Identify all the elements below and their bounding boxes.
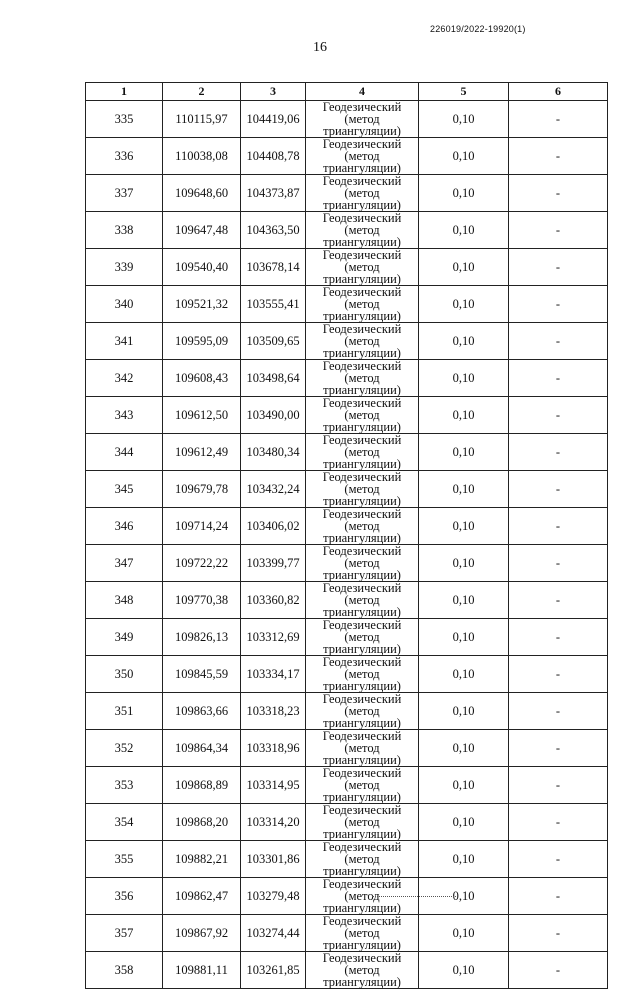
y-coordinate-cell: 103360,82: [241, 582, 306, 619]
x-coordinate-cell: 109679,78: [163, 471, 241, 508]
point-number-cell: 348: [86, 582, 163, 619]
note-cell: -: [509, 360, 608, 397]
y-coordinate-cell: 104363,50: [241, 212, 306, 249]
y-coordinate-cell: 103432,24: [241, 471, 306, 508]
table-row: [86, 138, 608, 175]
method-line-2: (метод триангуляции): [323, 149, 401, 175]
note-cell: -: [509, 249, 608, 286]
method-cell: [306, 138, 419, 175]
point-number-cell: 354: [86, 804, 163, 841]
method-cell: [306, 915, 419, 952]
note-cell: -: [509, 730, 608, 767]
x-coordinate-cell: 109868,89: [163, 767, 241, 804]
accuracy-cell: 0,10: [419, 434, 509, 471]
point-number-cell: 351: [86, 693, 163, 730]
accuracy-cell: 0,10: [419, 360, 509, 397]
method-line-2: (метод триангуляции): [323, 630, 401, 656]
method-line-1: Геодезический: [322, 470, 402, 484]
note-cell: -: [509, 804, 608, 841]
method-cell: [306, 434, 419, 471]
point-number-cell: 337: [86, 175, 163, 212]
x-coordinate-cell: 109770,38: [163, 582, 241, 619]
x-coordinate-cell: 109868,20: [163, 804, 241, 841]
method-cell: [306, 730, 419, 767]
accuracy-cell: 0,10: [419, 323, 509, 360]
method-line-2: (метод триангуляции): [323, 778, 401, 804]
table-row: [86, 286, 608, 323]
y-coordinate-cell: 103490,00: [241, 397, 306, 434]
column-header: 4: [306, 83, 419, 101]
table-header: [86, 83, 608, 101]
point-number-cell: 350: [86, 656, 163, 693]
method-line-2: (метод триангуляции): [323, 186, 401, 212]
accuracy-cell: 0,10: [419, 878, 509, 915]
y-coordinate-cell: 103314,20: [241, 804, 306, 841]
x-coordinate-cell: 109881,11: [163, 952, 241, 989]
method-cell: [306, 360, 419, 397]
method-line-2: (метод триангуляции): [323, 889, 401, 915]
method-line-1: Геодезический: [322, 322, 402, 336]
note-cell: -: [509, 582, 608, 619]
x-coordinate-cell: 109882,21: [163, 841, 241, 878]
table-row: [86, 471, 608, 508]
y-coordinate-cell: 103498,64: [241, 360, 306, 397]
y-coordinate-cell: 103261,85: [241, 952, 306, 989]
point-number-cell: 346: [86, 508, 163, 545]
method-line-1: Геодезический: [322, 248, 402, 262]
method-line-1: Геодезический: [322, 618, 402, 632]
y-coordinate-cell: 103318,96: [241, 730, 306, 767]
y-coordinate-cell: 103399,77: [241, 545, 306, 582]
y-coordinate-cell: 103678,14: [241, 249, 306, 286]
accuracy-cell: 0,10: [419, 249, 509, 286]
y-coordinate-cell: 104419,06: [241, 101, 306, 138]
accuracy-cell: 0,10: [419, 619, 509, 656]
method-line-2: (метод триангуляции): [323, 334, 401, 360]
method-line-2: (метод триангуляции): [323, 926, 401, 952]
note-cell: -: [509, 545, 608, 582]
x-coordinate-cell: 109714,24: [163, 508, 241, 545]
note-cell: -: [509, 767, 608, 804]
table-row: [86, 841, 608, 878]
accuracy-cell: 0,10: [419, 693, 509, 730]
method-line-1: Геодезический: [322, 211, 402, 225]
point-number-cell: 352: [86, 730, 163, 767]
accuracy-cell: 0,10: [419, 471, 509, 508]
y-coordinate-cell: 103314,95: [241, 767, 306, 804]
method-line-1: Геодезический: [322, 914, 402, 928]
table-row: [86, 693, 608, 730]
note-cell: -: [509, 286, 608, 323]
method-line-2: (метод триангуляции): [323, 112, 401, 138]
y-coordinate-cell: 104373,87: [241, 175, 306, 212]
method-cell: [306, 323, 419, 360]
x-coordinate-cell: 109722,22: [163, 545, 241, 582]
note-cell: -: [509, 138, 608, 175]
table-row: [86, 360, 608, 397]
table-row: [86, 619, 608, 656]
method-line-1: Геодезический: [322, 100, 402, 114]
note-cell: -: [509, 101, 608, 138]
method-cell: [306, 767, 419, 804]
method-line-2: (метод триангуляции): [323, 223, 401, 249]
accuracy-cell: 0,10: [419, 101, 509, 138]
point-number-cell: 341: [86, 323, 163, 360]
method-line-2: (метод триангуляции): [323, 852, 401, 878]
y-coordinate-cell: 103318,23: [241, 693, 306, 730]
method-line-1: Геодезический: [322, 803, 402, 817]
method-cell: [306, 841, 419, 878]
point-number-cell: 347: [86, 545, 163, 582]
accuracy-cell: 0,10: [419, 582, 509, 619]
method-line-1: Геодезический: [322, 951, 402, 965]
method-line-2: (метод триангуляции): [323, 408, 401, 434]
point-number-cell: 355: [86, 841, 163, 878]
x-coordinate-cell: 109608,43: [163, 360, 241, 397]
y-coordinate-cell: 104408,78: [241, 138, 306, 175]
accuracy-cell: 0,10: [419, 212, 509, 249]
table-row: [86, 730, 608, 767]
method-line-1: Геодезический: [322, 729, 402, 743]
accuracy-cell: 0,10: [419, 730, 509, 767]
accuracy-cell: 0,10: [419, 545, 509, 582]
x-coordinate-cell: 109845,59: [163, 656, 241, 693]
page-number: 16: [313, 40, 327, 55]
point-number-cell: 336: [86, 138, 163, 175]
table-row: [86, 656, 608, 693]
y-coordinate-cell: 103406,02: [241, 508, 306, 545]
method-line-1: Геодезический: [322, 692, 402, 706]
method-cell: [306, 582, 419, 619]
method-line-1: Геодезический: [322, 655, 402, 669]
table-row: [86, 952, 608, 989]
x-coordinate-cell: 110115,97: [163, 101, 241, 138]
table-row: [86, 323, 608, 360]
method-cell: [306, 545, 419, 582]
accuracy-cell: 0,10: [419, 841, 509, 878]
y-coordinate-cell: 103274,44: [241, 915, 306, 952]
table-row: [86, 508, 608, 545]
method-cell: [306, 212, 419, 249]
column-header: 1: [86, 83, 163, 101]
method-line-1: Геодезический: [322, 433, 402, 447]
x-coordinate-cell: 109864,34: [163, 730, 241, 767]
method-cell: [306, 508, 419, 545]
method-line-2: (метод триангуляции): [323, 556, 401, 582]
coordinates-table: [85, 82, 608, 989]
note-cell: -: [509, 915, 608, 952]
table-row: [86, 767, 608, 804]
method-line-1: Геодезический: [322, 507, 402, 521]
method-line-1: Геодезический: [322, 766, 402, 780]
method-line-2: (метод триангуляции): [323, 741, 401, 767]
method-line-2: (метод триангуляции): [323, 371, 401, 397]
method-cell: [306, 175, 419, 212]
method-cell: [306, 286, 419, 323]
column-header: 3: [241, 83, 306, 101]
table-row: [86, 545, 608, 582]
x-coordinate-cell: 109862,47: [163, 878, 241, 915]
column-header: 6: [509, 83, 608, 101]
x-coordinate-cell: 109595,09: [163, 323, 241, 360]
table-row: [86, 915, 608, 952]
method-cell: [306, 804, 419, 841]
accuracy-cell: 0,10: [419, 286, 509, 323]
note-cell: -: [509, 323, 608, 360]
method-line-2: (метод триангуляции): [323, 667, 401, 693]
method-cell: [306, 249, 419, 286]
y-coordinate-cell: 103334,17: [241, 656, 306, 693]
note-cell: -: [509, 471, 608, 508]
method-line-1: Геодезический: [322, 137, 402, 151]
point-number-cell: 357: [86, 915, 163, 952]
table-row: [86, 434, 608, 471]
point-number-cell: 344: [86, 434, 163, 471]
column-header: 2: [163, 83, 241, 101]
point-number-cell: 345: [86, 471, 163, 508]
x-coordinate-cell: 109863,66: [163, 693, 241, 730]
x-coordinate-cell: 109612,49: [163, 434, 241, 471]
table-row: [86, 249, 608, 286]
note-cell: -: [509, 693, 608, 730]
method-line-1: Геодезический: [322, 285, 402, 299]
accuracy-cell: 0,10: [419, 508, 509, 545]
accuracy-cell: 0,10: [419, 915, 509, 952]
note-cell: -: [509, 619, 608, 656]
y-coordinate-cell: 103509,65: [241, 323, 306, 360]
method-cell: [306, 693, 419, 730]
note-cell: -: [509, 434, 608, 471]
note-cell: -: [509, 212, 608, 249]
column-header: 5: [419, 83, 509, 101]
x-coordinate-cell: 110038,08: [163, 138, 241, 175]
y-coordinate-cell: 103480,34: [241, 434, 306, 471]
accuracy-cell: 0,10: [419, 175, 509, 212]
method-cell: [306, 952, 419, 989]
accuracy-cell: 0,10: [419, 397, 509, 434]
note-cell: -: [509, 656, 608, 693]
method-line-1: Геодезический: [322, 396, 402, 410]
table-body: [86, 101, 608, 989]
point-number-cell: 358: [86, 952, 163, 989]
point-number-cell: 353: [86, 767, 163, 804]
note-cell: -: [509, 952, 608, 989]
note-cell: -: [509, 508, 608, 545]
x-coordinate-cell: 109826,13: [163, 619, 241, 656]
method-cell: [306, 471, 419, 508]
x-coordinate-cell: 109867,92: [163, 915, 241, 952]
table-row: [86, 804, 608, 841]
accuracy-cell: 0,10: [419, 138, 509, 175]
note-cell: -: [509, 878, 608, 915]
table-row: [86, 101, 608, 138]
method-line-1: Геодезический: [322, 174, 402, 188]
point-number-cell: 335: [86, 101, 163, 138]
table-row: [86, 212, 608, 249]
method-line-2: (метод триангуляции): [323, 593, 401, 619]
point-number-cell: 338: [86, 212, 163, 249]
method-line-1: Геодезический: [322, 581, 402, 595]
point-number-cell: 349: [86, 619, 163, 656]
method-line-1: Геодезический: [322, 877, 402, 891]
y-coordinate-cell: 103555,41: [241, 286, 306, 323]
point-number-cell: 343: [86, 397, 163, 434]
note-cell: -: [509, 841, 608, 878]
method-line-1: Геодезический: [322, 840, 402, 854]
accuracy-cell: 0,10: [419, 656, 509, 693]
method-line-2: (метод триангуляции): [323, 260, 401, 286]
x-coordinate-cell: 109540,40: [163, 249, 241, 286]
method-line-2: (метод триангуляции): [323, 297, 401, 323]
method-line-1: Геодезический: [322, 359, 402, 373]
point-number-cell: 356: [86, 878, 163, 915]
document-id: 226019/2022-19920(1): [430, 24, 526, 34]
accuracy-cell: 0,10: [419, 767, 509, 804]
point-number-cell: 340: [86, 286, 163, 323]
table-row: [86, 175, 608, 212]
method-cell: [306, 619, 419, 656]
method-cell: [306, 101, 419, 138]
accuracy-cell: 0,10: [419, 804, 509, 841]
point-number-cell: 339: [86, 249, 163, 286]
method-line-1: Геодезический: [322, 544, 402, 558]
x-coordinate-cell: 109521,32: [163, 286, 241, 323]
x-coordinate-cell: 109648,60: [163, 175, 241, 212]
accuracy-cell: 0,10: [419, 952, 509, 989]
table-row: [86, 878, 608, 915]
y-coordinate-cell: 103301,86: [241, 841, 306, 878]
header-row: [86, 83, 608, 101]
method-cell: [306, 656, 419, 693]
table-row: [86, 397, 608, 434]
method-line-2: (метод триангуляции): [323, 519, 401, 545]
method-line-2: (метод триангуляции): [323, 445, 401, 471]
method-line-2: (метод триангуляции): [323, 482, 401, 508]
y-coordinate-cell: 103279,48: [241, 878, 306, 915]
method-cell: [306, 397, 419, 434]
bottom-scan-mark: [372, 896, 456, 899]
table-row: [86, 582, 608, 619]
method-line-2: (метод триангуляции): [323, 815, 401, 841]
point-number-cell: 342: [86, 360, 163, 397]
method-line-2: (метод триангуляции): [323, 704, 401, 730]
note-cell: -: [509, 397, 608, 434]
note-cell: -: [509, 175, 608, 212]
x-coordinate-cell: 109612,50: [163, 397, 241, 434]
x-coordinate-cell: 109647,48: [163, 212, 241, 249]
y-coordinate-cell: 103312,69: [241, 619, 306, 656]
method-line-2: (метод триангуляции): [323, 963, 401, 989]
